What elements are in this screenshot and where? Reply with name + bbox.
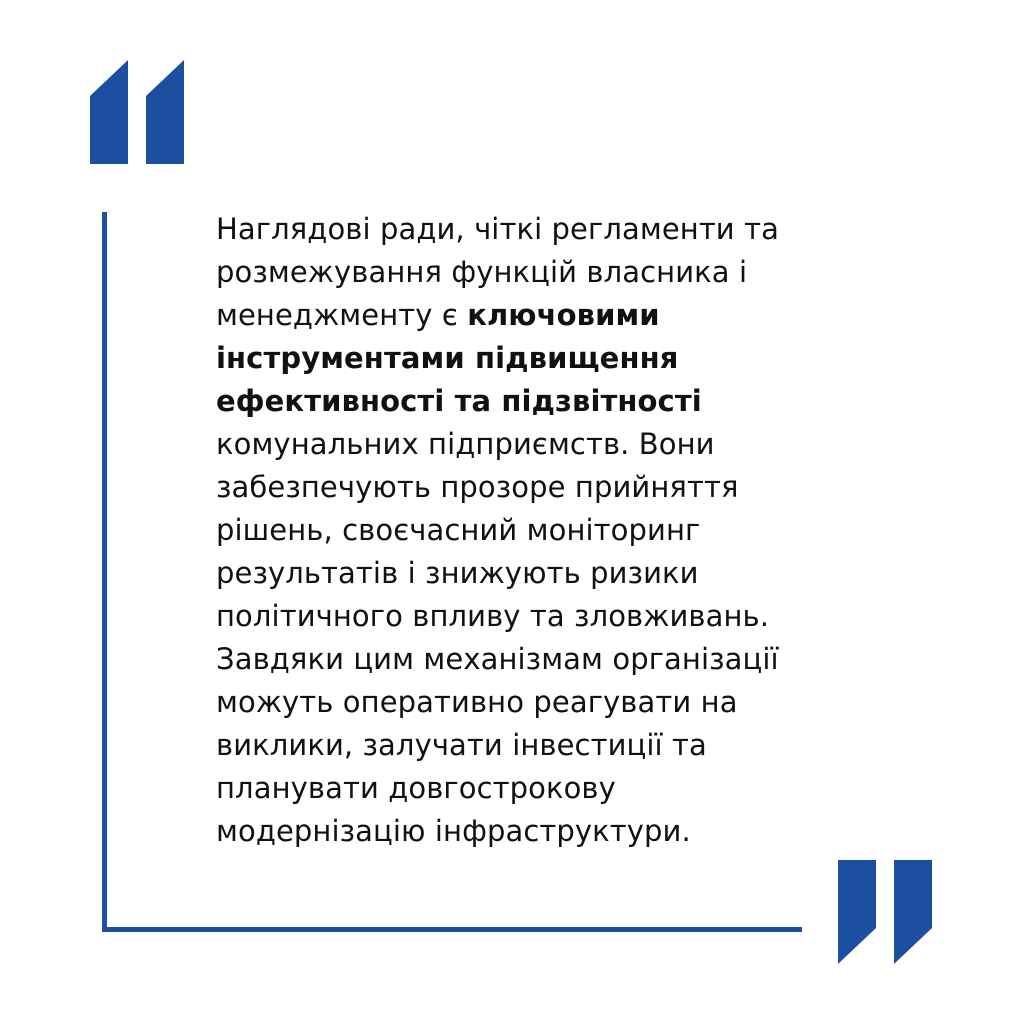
quote-line: розмежування функцій власника і (216, 255, 748, 289)
quote-text (216, 208, 856, 853)
quote-line: менеджменту є ключовими (216, 298, 660, 332)
quote-line: можуть оперативно реагувати на (216, 685, 738, 719)
quote-line: результатів і знижують ризики (216, 556, 699, 590)
quote-line: рішень, своєчасний моніторинг (216, 513, 701, 547)
frame-left-border (102, 212, 107, 932)
quote-line: Наглядові ради, чіткі регламенти та (216, 212, 779, 246)
quote-line: виклики, залучати інвестиції та (216, 728, 707, 762)
frame-bottom-border (102, 927, 802, 932)
quote-line: Завдяки цим механізмам організації (216, 642, 779, 676)
quote-line: модернізацію інфраструктури. (216, 814, 691, 848)
quote-line: інструментами підвищення (216, 341, 679, 375)
quote-line: забезпечують прозоре прийняття (216, 470, 739, 504)
quote-line: планувати довгострокову (216, 771, 616, 805)
quote-line: ефективності та підзвітності (216, 384, 702, 418)
quote-line: політичного впливу та зловживань. (216, 599, 770, 633)
quote-line: комунальних підприємств. Вони (216, 427, 715, 461)
open-quote-icon (90, 60, 186, 164)
close-quote-icon (838, 860, 934, 964)
